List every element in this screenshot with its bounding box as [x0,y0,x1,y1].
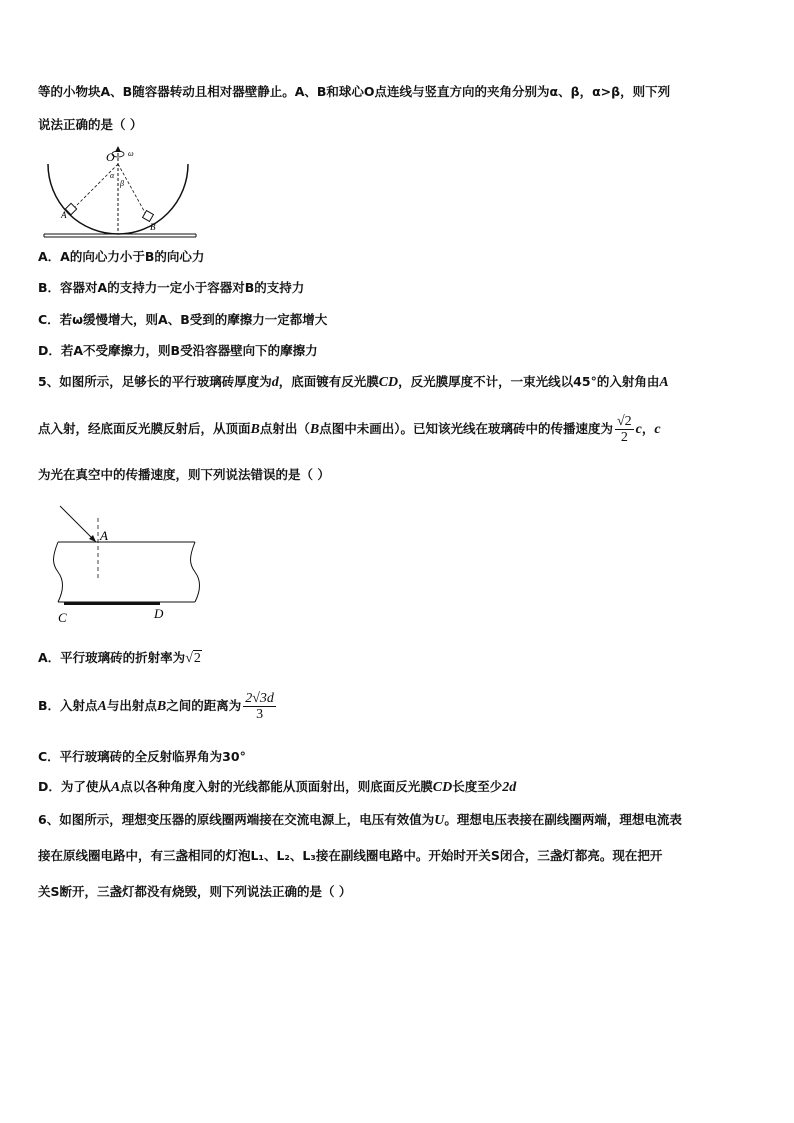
q5-speed-fraction: $\frac{√2}{2}$ [616,414,632,445]
q5-stem-line2: 点入射，经底面反光膜反射后，从顶面B点射出（B点图中未画出）。已知该光线在玻璃砖中的传播速度为 $\frac{√2}{2}$ c，c [38,414,661,445]
q4-option-d: D．若A不受摩擦力，则B受沿容器壁向下的摩擦力 [38,343,318,358]
q5-stem-line3: 为光在真空中的传播速度，则下列说法错误的是（ ） [38,467,330,482]
label-omega: ω [128,149,134,158]
sqrt-2: √2 [185,651,201,666]
q4-bowl-figure [40,142,200,242]
q5-option-d: D．为了使从A点以各种角度入射的光线都能从顶面射出，则底面反光膜CD长度至少2d [38,779,517,795]
label-alpha: α [110,171,115,180]
label-a: A [61,210,67,220]
q5-glass-figure [40,502,210,627]
q6-stem-line2: 接在原线圈电路中，有三盏相同的灯泡L₁、L₂、L₃接在副线圈电路中。开始时开关S闭合，三盏灯都亮。现在把开 [38,848,663,863]
label-c: C [58,610,67,625]
label-o: O [106,150,115,164]
q5-distance-fraction: $\frac{2√3d}{3}$ [245,691,274,722]
q6-stem-line1: 6、如图所示，理想变压器的原线圈两端接在交流电源上，电压有效值为U。理想电压表接在副线圈两端，理想电流表 [38,812,682,828]
q4-option-c: C．若ω缓慢增大，则A、B受到的摩擦力一定都增大 [38,312,328,327]
q5-option-c: C．平行玻璃砖的全反射临界角为30° [38,749,246,764]
label-beta: β [120,179,124,188]
q5-stem-line1: 5、如图所示，足够长的平行玻璃砖厚度为d，底面镀有反光膜CD，反光膜厚度不计，一束光线以45°的入射角由A [38,374,669,390]
q4-option-b: B．容器对A的支持力一定小于容器对B的支持力 [38,280,305,295]
q4-option-a: A．A的向心力小于B的向心力 [38,249,205,264]
q5-option-a: A．平行玻璃砖的折射率为√2 [38,650,201,666]
q4-stem-line2: 说法正确的是（ ） [38,117,143,132]
label-point-a: A [100,528,108,543]
q4-stem-line1: 等的小物块A、B随容器转动且相对器壁静止。A、B和球心O点连线与竖直方向的夹角分别为α、β，α>β，则下列 [38,84,671,99]
label-b: B [150,222,156,232]
q5-option-b: B．入射点A与出射点B之间的距离为 $\frac{2√3d}{3}$ [38,691,274,722]
q6-stem-line3: 关S断开，三盏灯都没有烧毁，则下列说法正确的是（ ） [38,884,352,899]
label-d: D [154,606,164,621]
